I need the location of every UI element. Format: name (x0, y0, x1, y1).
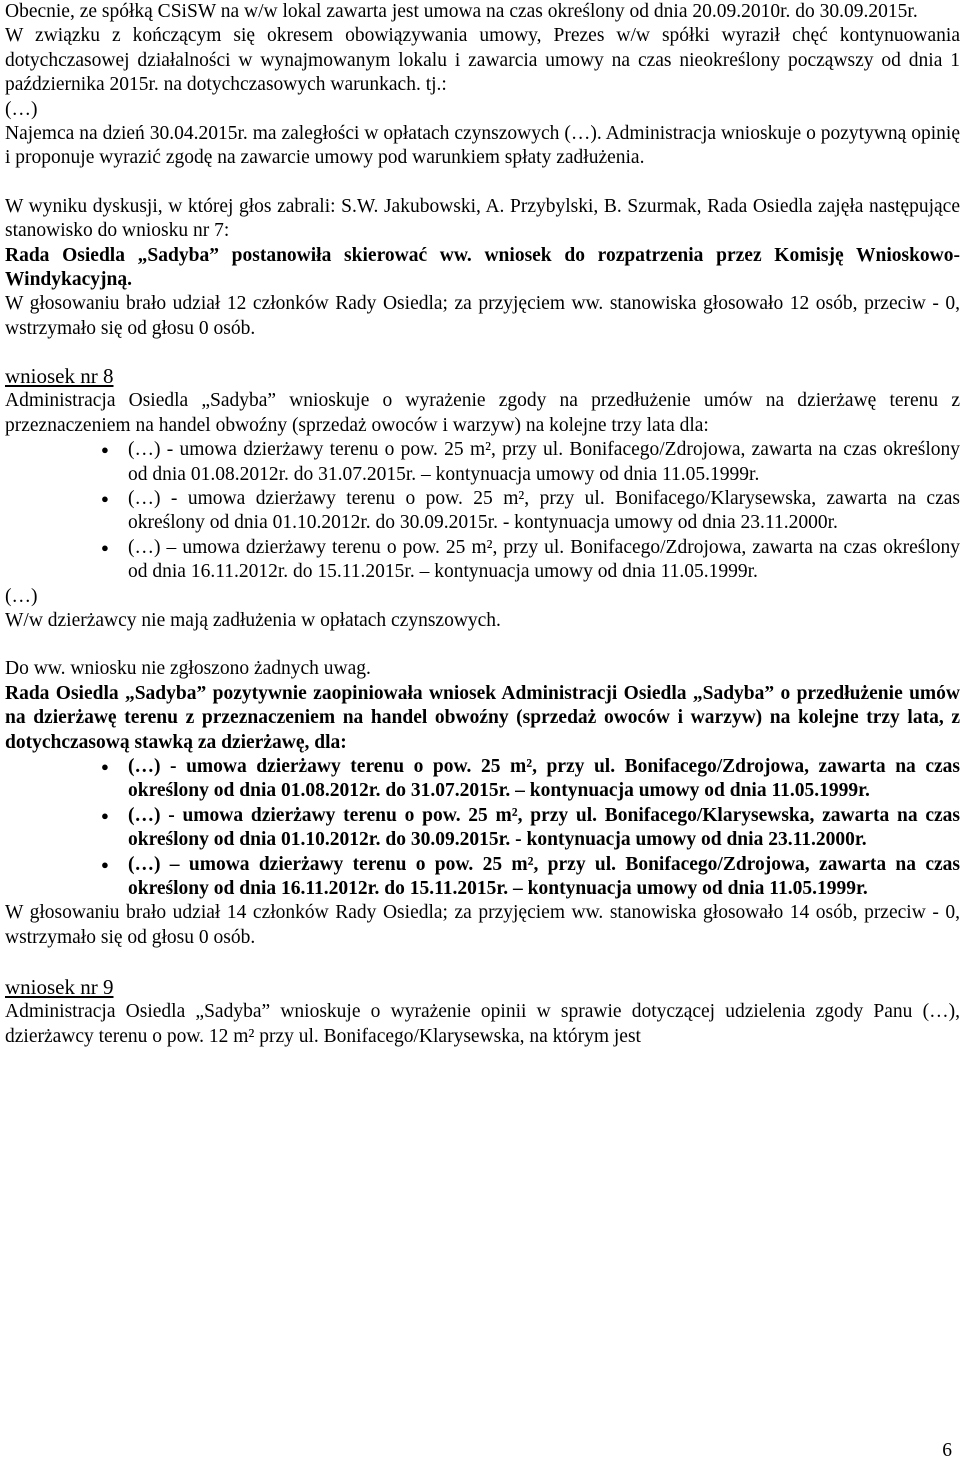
list-item: ● (…) - umowa dzierżawy terenu o pow. 25 m², przy ul. Bonifacego/Klarysewska, zawarta na czas określony od dnia 01.10.2012r. do 30.09.2015r. - kontynuacja umowy od dnia 23.11.2000r. (128, 487, 960, 536)
list-item: ● (…) – umowa dzierżawy terenu o pow. 25 m², przy ul. Bonifacego/Zdrojowa, zawarta na czas określony od dnia 16.11.2012r. do 15.11.2015r. – kontynuacja umowy od dnia 11.05.1999r. (128, 536, 960, 585)
spacer (5, 633, 960, 657)
w8-council-decision: Rada Osiedla „Sadyba” pozytywnie zaopiniowała wniosek Administracji Osiedla „Sadyba” o przedłużenie umów na dzierżawę terenu z przeznaczeniem na handel obwoźny (sprzedaż owoców i warzyw) na kolejne trzy lata, z dotychczasową stawką za dzierżawę, dla: (5, 682, 960, 753)
list-item: ● (…) - umowa dzierżawy terenu o pow. 25 m², przy ul. Bonifacego/Klarysewska, zawarta na czas określony od dnia 01.10.2012r. do 30.09.2015r. - kontynuacja umowy od dnia 23.11.2000r. (128, 804, 960, 853)
vote-result-7: W głosowaniu brało udział 12 członków Rady Osiedla; za przyjęciem ww. stanowiska głosowało 12 osób, przeciw - 0, wstrzymało się od głosu 0 osób. (5, 293, 960, 339)
list-item: ● (…) - umowa dzierżawy terenu o pow. 25 m², przy ul. Bonifacego/Zdrojowa, zawarta na czas określony od dnia 01.08.2012r. do 31.07.2015r. – kontynuacja umowy od dnia 11.05.1999r. (128, 438, 960, 487)
w8-decision-list (5, 755, 960, 901)
w8-ellipsis: (…) (5, 585, 38, 607)
list-item: ● (…) - umowa dzierżawy terenu o pow. 25 m², przy ul. Bonifacego/Zdrojowa, zawarta na czas określony od dnia 01.08.2012r. do 31.07.2015r. – kontynuacja umowy od dnia 11.05.1999r. (128, 755, 960, 804)
intro-ellipsis: (…) (5, 98, 38, 120)
intro-paragraph-1: Obecnie, ze spółką CSiSW na w/w lokal zawarta jest umowa na czas określony od dnia 20.09.2010r. do 30.09.2015r. (5, 1, 918, 22)
intro-paragraph-arrears: Najemca na dzień 30.04.2015r. ma zaległości w opłatach czynszowych (…). Administracja wnioskuje o pozytywną opinię i proponuje wyrazić zgodę na zawarcie umowy pod warunkiem spłaty zadłużenia. (5, 123, 960, 169)
list-item: ● (…) – umowa dzierżawy terenu o pow. 25 m², przy ul. Bonifacego/Zdrojowa, zawarta na czas określony od dnia 16.11.2012r. do 15.11.2015r. – kontynuacja umowy od dnia 11.05.1999r. (128, 853, 960, 902)
heading-wniosek-8: wniosek nr 8 (5, 364, 114, 389)
w8-intro: Administracja Osiedla „Sadyba” wnioskuje o wyrażenie zgody na przedłużenie umów na dzierżawę terenu z przeznaczeniem na handel obwoźny (sprzedaż owoców i warzyw) na kolejne trzy lata dla: (5, 390, 960, 436)
w8-lease-list (5, 438, 960, 584)
spacer (5, 171, 960, 195)
spacer (5, 341, 960, 365)
spacer (5, 950, 960, 974)
document-page (5, 0, 960, 1049)
w8-debt-note: W/w dzierżawcy nie mają zadłużenia w opłatach czynszowych. (5, 609, 501, 631)
w8-no-remarks: Do ww. wniosku nie zgłoszono żadnych uwag. (5, 658, 371, 680)
heading-wniosek-9: wniosek nr 9 (5, 975, 114, 1000)
intro-paragraph-2: W związku z kończącym się okresem obowiązywania umowy, Prezes w/w spółki wyraził chęć kontynuowania dotychczasowej działalności w wynajmowanym lokalu i zawarcia umowy na czas nieokreślony począwszy od dnia 1 października 2015r. na dotychczasowych warunkach. tj.: (5, 25, 960, 96)
vote-result-8: W głosowaniu brało udział 14 członków Rady Osiedla; za przyjęciem ww. stanowiska głosowało 14 osób, przeciw - 0, wstrzymało się od głosu 0 osób. (5, 902, 960, 948)
w9-intro: Administracja Osiedla „Sadyba” wnioskuje o wyrażenie opinii w sprawie dotyczącej udzielenia zgody Panu (…), dzierżawcy terenu o pow. 12 m² przy ul. Bonifacego/Klarysewska, na którym jest (5, 1001, 960, 1047)
page-number: 6 (942, 1440, 952, 1461)
council-decision-7: Rada Osiedla „Sadyba” postanowiła skierować ww. wniosek do rozpatrzenia przez Komisję Wnioskowo-Windykacyjną. (5, 244, 960, 291)
discussion-paragraph: W wyniku dyskusji, w której głos zabrali: S.W. Jakubowski, A. Przybylski, B. Szurmak, Rada Osiedla zajęła następujące stanowisko do wniosku nr 7: (5, 195, 960, 242)
